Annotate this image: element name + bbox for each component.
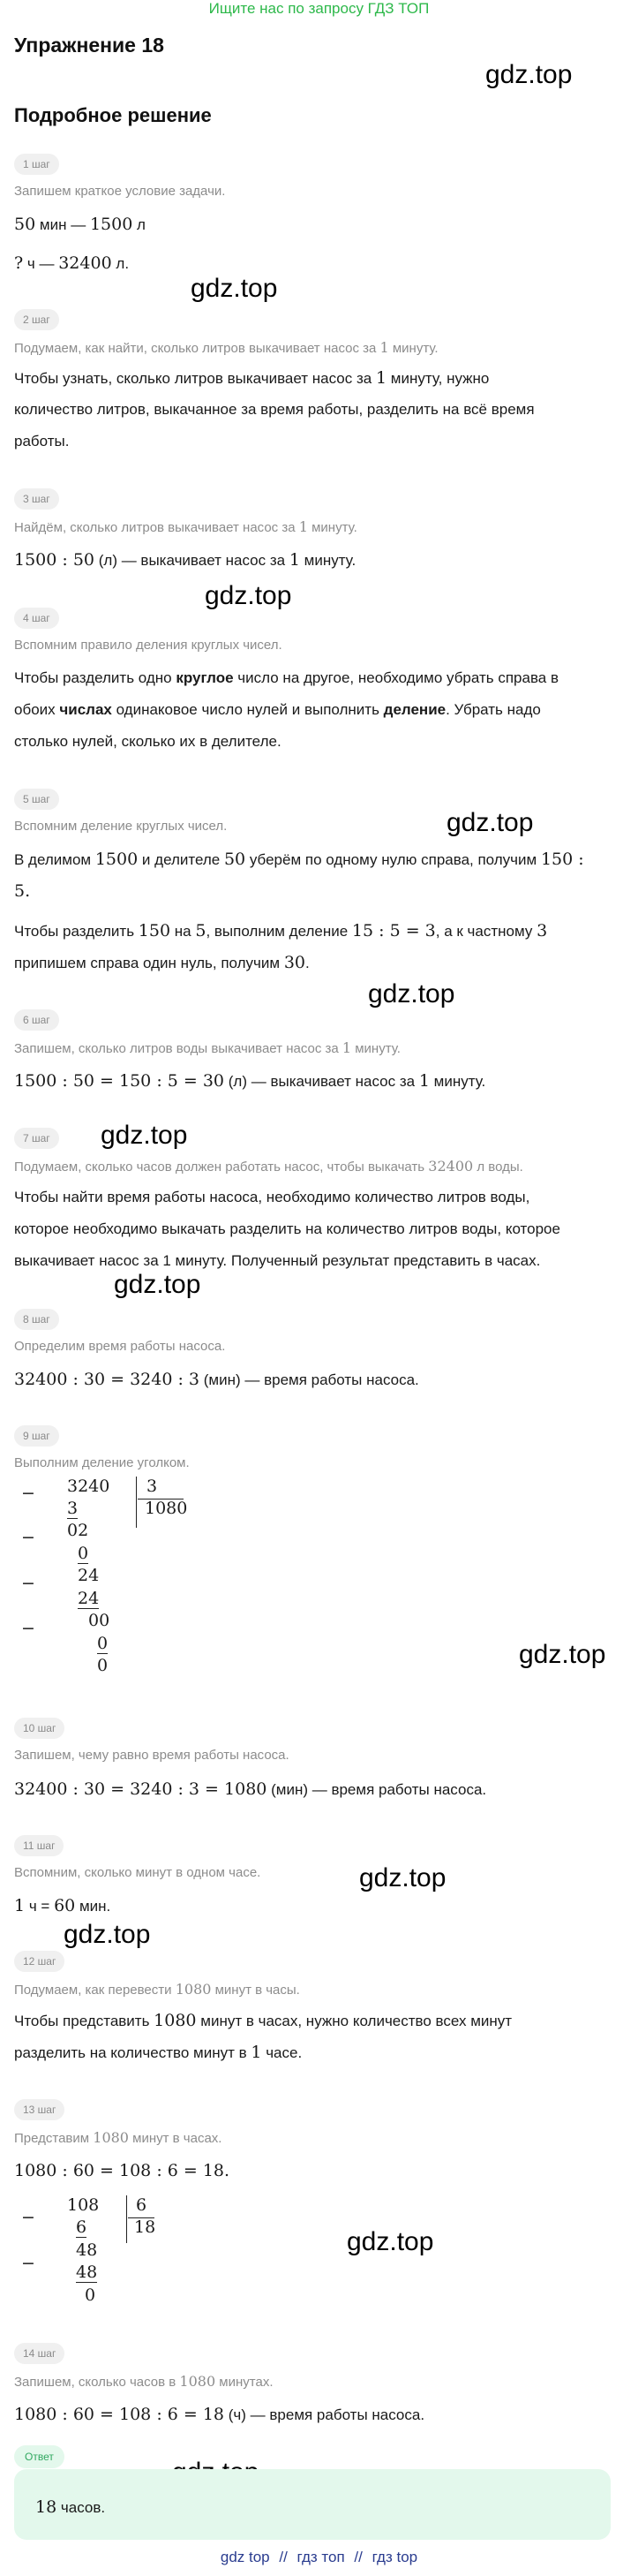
- footer-link[interactable]: gdz top: [220, 2549, 270, 2565]
- answer-text: 18 часов.: [35, 2497, 106, 2517]
- step-text: обоих числах одинаковое число нулей и выполнить деление. Убрать надо: [14, 701, 541, 718]
- step-text: которое необходимо выкачать разделить на количество литров воды, которое: [14, 1220, 560, 1237]
- dividend: 3240: [67, 1477, 110, 1496]
- step-badge: 6 шаг: [14, 1009, 59, 1031]
- step-text: 1080 : 60 = 108 : 6 = 18 (ч) — время работы насоса.: [14, 2405, 425, 2424]
- step-text: 32400 : 30 = 3240 : 3 = 1080 (мин) — время работы насоса.: [14, 1779, 487, 1799]
- step-badge: 5 шаг: [14, 789, 59, 810]
- step-badge: 3 шаг: [14, 488, 59, 510]
- division-row: 0: [97, 1634, 109, 1653]
- step-text: 32400 : 30 = 3240 : 3 (мин) — время работы насоса.: [14, 1370, 419, 1389]
- watermark: gdz.top: [368, 979, 455, 1008]
- watermark: gdz.top: [101, 1121, 188, 1150]
- division-row: 24: [78, 1589, 100, 1608]
- step-hint: Вспомним правило деления круглых чисел.: [14, 638, 282, 653]
- step-hint: Вспомним деление круглых чисел.: [14, 819, 228, 834]
- step-hint: Подумаем, как перевести 1080 минут в часы.: [14, 1981, 300, 1998]
- step-badge: 13 шаг: [14, 2099, 64, 2120]
- step-hint: Запишем краткое условие задачи.: [14, 184, 226, 199]
- step-badge: 11 шаг: [14, 1835, 64, 1856]
- answer-badge: Ответ: [14, 2445, 64, 2468]
- division-row: 00: [88, 1611, 110, 1630]
- watermark: gdz.top: [347, 2227, 434, 2256]
- division-row: 02: [67, 1521, 89, 1540]
- step-text: припишем справа один нуль, получим 30.: [14, 953, 310, 972]
- step-hint: Выполним деление уголком.: [14, 1455, 190, 1470]
- division-row: 48: [76, 2240, 98, 2260]
- footer-link[interactable]: гдз top: [372, 2549, 418, 2565]
- division-row: 48: [76, 2262, 98, 2282]
- footer-separator: //: [279, 2549, 288, 2565]
- watermark: gdz.top: [64, 1920, 151, 1949]
- step-badge: 10 шаг: [14, 1718, 64, 1739]
- step-badge: 9 шаг: [14, 1425, 59, 1447]
- watermark: gdz.top: [191, 274, 278, 303]
- step-text: Чтобы разделить 150 на 5, выполним деление 15 : 5 = 3, а к частному 3: [14, 921, 548, 941]
- step-text: выкачивает насос за 1 минуту. Полученный результат представить в часах.: [14, 1252, 541, 1269]
- step-hint: Вспомним, сколько минут в одном часе.: [14, 1865, 261, 1880]
- solution-subtitle: Подробное решение: [14, 104, 212, 126]
- step-text: Чтобы представить 1080 минут в часах, нужно количество всех минут: [14, 2011, 513, 2030]
- step-text: Чтобы найти время работы насоса, необходимо количество литров воды,: [14, 1189, 530, 1205]
- quotient: 1080: [145, 1499, 188, 1518]
- page-title: Упражнение 18: [14, 34, 164, 57]
- division-row: 3: [67, 1499, 79, 1518]
- watermark: gdz.top: [519, 1640, 606, 1669]
- division-row: 0: [78, 1544, 89, 1563]
- step-badge: 8 шаг: [14, 1309, 59, 1330]
- step-text: 1 ч = 60 мин.: [14, 1896, 111, 1915]
- step-badge: 12 шаг: [14, 1951, 64, 1972]
- step-badge: 4 шаг: [14, 608, 59, 629]
- step-hint: Представим 1080 минут в часах.: [14, 2129, 222, 2146]
- footer-separator: //: [354, 2549, 363, 2565]
- step-hint: Запишем, сколько литров воды выкачивает насос за 1 минуту.: [14, 1039, 401, 1056]
- step-badge: 2 шаг: [14, 309, 59, 330]
- quotient: 18: [134, 2217, 156, 2237]
- division-row: 0: [97, 1656, 109, 1675]
- step-text: Чтобы разделить одно круглое число на другое, необходимо убрать справа в: [14, 669, 559, 686]
- step-hint: Запишем, сколько часов в 1080 минутах.: [14, 2373, 274, 2390]
- watermark: gdz.top: [359, 1863, 447, 1892]
- step-badge: 14 шаг: [14, 2343, 64, 2364]
- footer-link[interactable]: гдз топ: [296, 2549, 345, 2565]
- step-line: 50 мин — 1500 л: [14, 215, 146, 234]
- step-text: 1500 : 50 (л) — выкачивает насос за 1 минуту.: [14, 550, 357, 570]
- dividend: 108: [67, 2195, 100, 2215]
- step-badge: 1 шаг: [14, 154, 59, 175]
- division-row: 6: [76, 2217, 87, 2237]
- step-text: разделить на количество минут в 1 часе.: [14, 2043, 303, 2062]
- step-badge: 7 шаг: [14, 1128, 59, 1149]
- step-text: работы.: [14, 433, 70, 449]
- watermark: gdz.top: [485, 60, 573, 89]
- step-text: Чтобы узнать, сколько литров выкачивает насос за 1 минуту, нужно: [14, 368, 490, 388]
- step-text: столько нулей, сколько их в делителе.: [14, 733, 281, 750]
- step-text: 1080 : 60 = 108 : 6 = 18.: [14, 2161, 230, 2180]
- step-text: 5.: [14, 881, 31, 901]
- watermark: gdz.top: [114, 1270, 201, 1299]
- step-hint: Подумаем, как найти, сколько литров выкачивает насос за 1 минуту.: [14, 339, 439, 356]
- step-hint: Запишем, чему равно время работы насоса.: [14, 1748, 289, 1763]
- step-text: количество литров, выкачанное за время работы, разделить на всё время: [14, 401, 535, 418]
- step-text: В делимом 1500 и делителе 50 уберём по одному нулю справа, получим 150 :: [14, 850, 584, 869]
- step-line: ? ч — 32400 л.: [14, 253, 130, 273]
- watermark: gdz.top: [205, 581, 292, 610]
- step-text: 1500 : 50 = 150 : 5 = 30 (л) — выкачивает насос за 1 минуту.: [14, 1071, 486, 1091]
- division-row: 24: [78, 1566, 100, 1585]
- divisor: 3: [146, 1477, 158, 1496]
- step-hint: Подумаем, сколько часов должен работать насос, чтобы выкачать 32400 л воды.: [14, 1158, 523, 1175]
- division-row: 0: [85, 2285, 96, 2305]
- step-hint: Определим время работы насоса.: [14, 1339, 226, 1354]
- divisor: 6: [136, 2195, 147, 2215]
- step-hint: Найдём, сколько литров выкачивает насос за 1 минуту.: [14, 518, 357, 535]
- search-banner[interactable]: Ищите нас по запросу ГДЗ ТОП: [208, 0, 430, 17]
- footer-links: [0, 2549, 638, 2566]
- watermark: gdz.top: [447, 808, 534, 837]
